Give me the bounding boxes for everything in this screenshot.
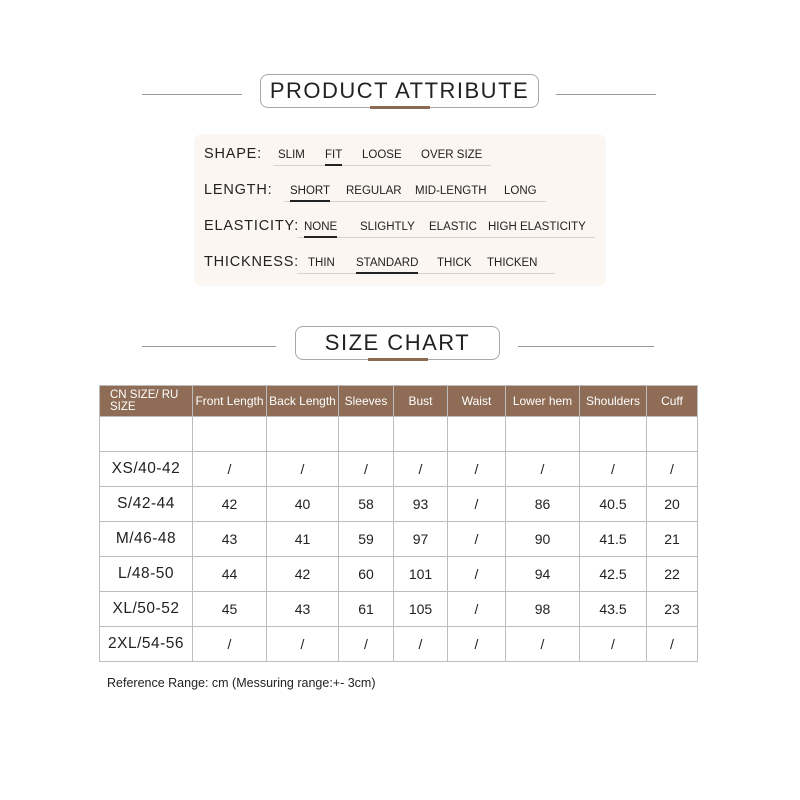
table-cell [267, 417, 339, 452]
table-cell: / [647, 627, 698, 662]
table-cell: 43.5 [580, 592, 647, 627]
attribute-option: HIGH ELASTICITY [488, 221, 586, 233]
column-header: Bust [394, 386, 448, 417]
column-header: Front Length [193, 386, 267, 417]
reference-range-note: Reference Range: cm (Messuring range:+- 3cm) [107, 676, 376, 690]
column-header: Sleeves [339, 386, 394, 417]
table-cell: 42 [267, 557, 339, 592]
attribute-option-selected: SHORT [290, 185, 331, 197]
table-cell: 93 [394, 487, 448, 522]
attribute-option-selected: STANDARD [356, 257, 419, 269]
table-cell: / [339, 452, 394, 487]
column-header: Waist [448, 386, 506, 417]
table-cell: 97 [394, 522, 448, 557]
table-cell: 90 [506, 522, 580, 557]
attribute-option: OVER SIZE [421, 149, 483, 161]
table-cell: / [267, 627, 339, 662]
product-attribute-heading [0, 74, 800, 114]
divider-line [297, 273, 555, 274]
table-cell [100, 417, 193, 452]
section-title-pill [295, 326, 500, 360]
table-row [100, 522, 698, 557]
divider-line [142, 94, 242, 95]
table-cell [506, 417, 580, 452]
table-row [100, 627, 698, 662]
attribute-option: LONG [504, 185, 537, 197]
table-cell: 43 [267, 592, 339, 627]
section-title: SIZE CHART [324, 330, 471, 355]
table-cell: 22 [647, 557, 698, 592]
size-cell: 2XL/54-56 [100, 627, 193, 662]
table-cell: 41 [267, 522, 339, 557]
attribute-row-length [194, 180, 606, 204]
table-cell: 105 [394, 592, 448, 627]
table-cell: 94 [506, 557, 580, 592]
attribute-label: LENGTH: [204, 182, 273, 198]
table-cell: / [448, 557, 506, 592]
table-cell: 86 [506, 487, 580, 522]
table-row [100, 487, 698, 522]
table-cell: 58 [339, 487, 394, 522]
table-cell: / [394, 452, 448, 487]
size-chart-heading [0, 326, 800, 366]
table-cell: / [448, 487, 506, 522]
table-cell: 98 [506, 592, 580, 627]
attribute-row-elasticity [194, 216, 606, 240]
table-cell: 61 [339, 592, 394, 627]
table-header-row [100, 386, 698, 417]
column-header: Shoulders [580, 386, 647, 417]
column-header: Lower hem [506, 386, 580, 417]
table-cell [394, 417, 448, 452]
attribute-label: SHAPE: [204, 146, 262, 162]
attribute-label: THICKNESS: [204, 254, 300, 270]
attribute-option: SLIM [278, 149, 305, 161]
column-header: CN SIZE/ RU SIZE [100, 386, 193, 417]
table-cell: 23 [647, 592, 698, 627]
table-cell: / [394, 627, 448, 662]
column-header: Back Length [267, 386, 339, 417]
table-cell [193, 417, 267, 452]
table-cell: 20 [647, 487, 698, 522]
attribute-row-shape [194, 144, 606, 168]
table-row-blank [100, 417, 698, 452]
size-cell: XL/50-52 [100, 592, 193, 627]
table-cell: 41.5 [580, 522, 647, 557]
title-accent-bar [370, 106, 430, 109]
table-cell: / [267, 452, 339, 487]
table-cell: 45 [193, 592, 267, 627]
table-cell [448, 417, 506, 452]
attribute-option: LOOSE [362, 149, 402, 161]
table-cell: / [193, 452, 267, 487]
section-title-pill [260, 74, 539, 108]
table-cell: / [339, 627, 394, 662]
table-cell: 101 [394, 557, 448, 592]
attribute-row-thickness [194, 252, 606, 276]
table-cell: / [193, 627, 267, 662]
attribute-option: ELASTIC [429, 221, 477, 233]
table-cell: / [448, 592, 506, 627]
section-title: PRODUCT ATTRIBUTE [269, 78, 530, 103]
table-cell: 40 [267, 487, 339, 522]
table-cell [339, 417, 394, 452]
attribute-option: THICKEN [487, 257, 538, 269]
table-cell: / [506, 452, 580, 487]
divider-line [273, 165, 491, 166]
divider-line [297, 237, 595, 238]
attribute-option: THIN [308, 257, 335, 269]
table-cell: 21 [647, 522, 698, 557]
column-header: Cuff [647, 386, 698, 417]
table-row [100, 452, 698, 487]
table-cell: / [580, 627, 647, 662]
attribute-option: THICK [437, 257, 472, 269]
size-cell: M/46-48 [100, 522, 193, 557]
attribute-option: MID-LENGTH [415, 185, 487, 197]
title-accent-bar [368, 358, 428, 361]
table-cell: / [448, 522, 506, 557]
table-cell [580, 417, 647, 452]
table-cell: 44 [193, 557, 267, 592]
table-cell [647, 417, 698, 452]
table-cell: / [506, 627, 580, 662]
table-cell: / [647, 452, 698, 487]
table-cell: 59 [339, 522, 394, 557]
table-cell: / [448, 452, 506, 487]
attribute-option: REGULAR [346, 185, 402, 197]
table-row [100, 592, 698, 627]
size-chart-table [99, 385, 698, 662]
attribute-panel [194, 134, 606, 286]
size-cell: XS/40-42 [100, 452, 193, 487]
divider-line [142, 346, 276, 347]
divider-line [556, 94, 656, 95]
attribute-option: SLIGHTLY [360, 221, 415, 233]
table-cell: 40.5 [580, 487, 647, 522]
attribute-option-selected: FIT [325, 149, 343, 161]
attribute-option-selected: NONE [304, 221, 338, 233]
size-cell: L/48-50 [100, 557, 193, 592]
table-cell: / [580, 452, 647, 487]
table-cell: 42.5 [580, 557, 647, 592]
divider-line [518, 346, 654, 347]
size-cell: S/42-44 [100, 487, 193, 522]
table-row [100, 557, 698, 592]
table-cell: / [448, 627, 506, 662]
table-cell: 42 [193, 487, 267, 522]
table-cell: 60 [339, 557, 394, 592]
attribute-label: ELASTICITY: [204, 218, 300, 234]
table-cell: 43 [193, 522, 267, 557]
